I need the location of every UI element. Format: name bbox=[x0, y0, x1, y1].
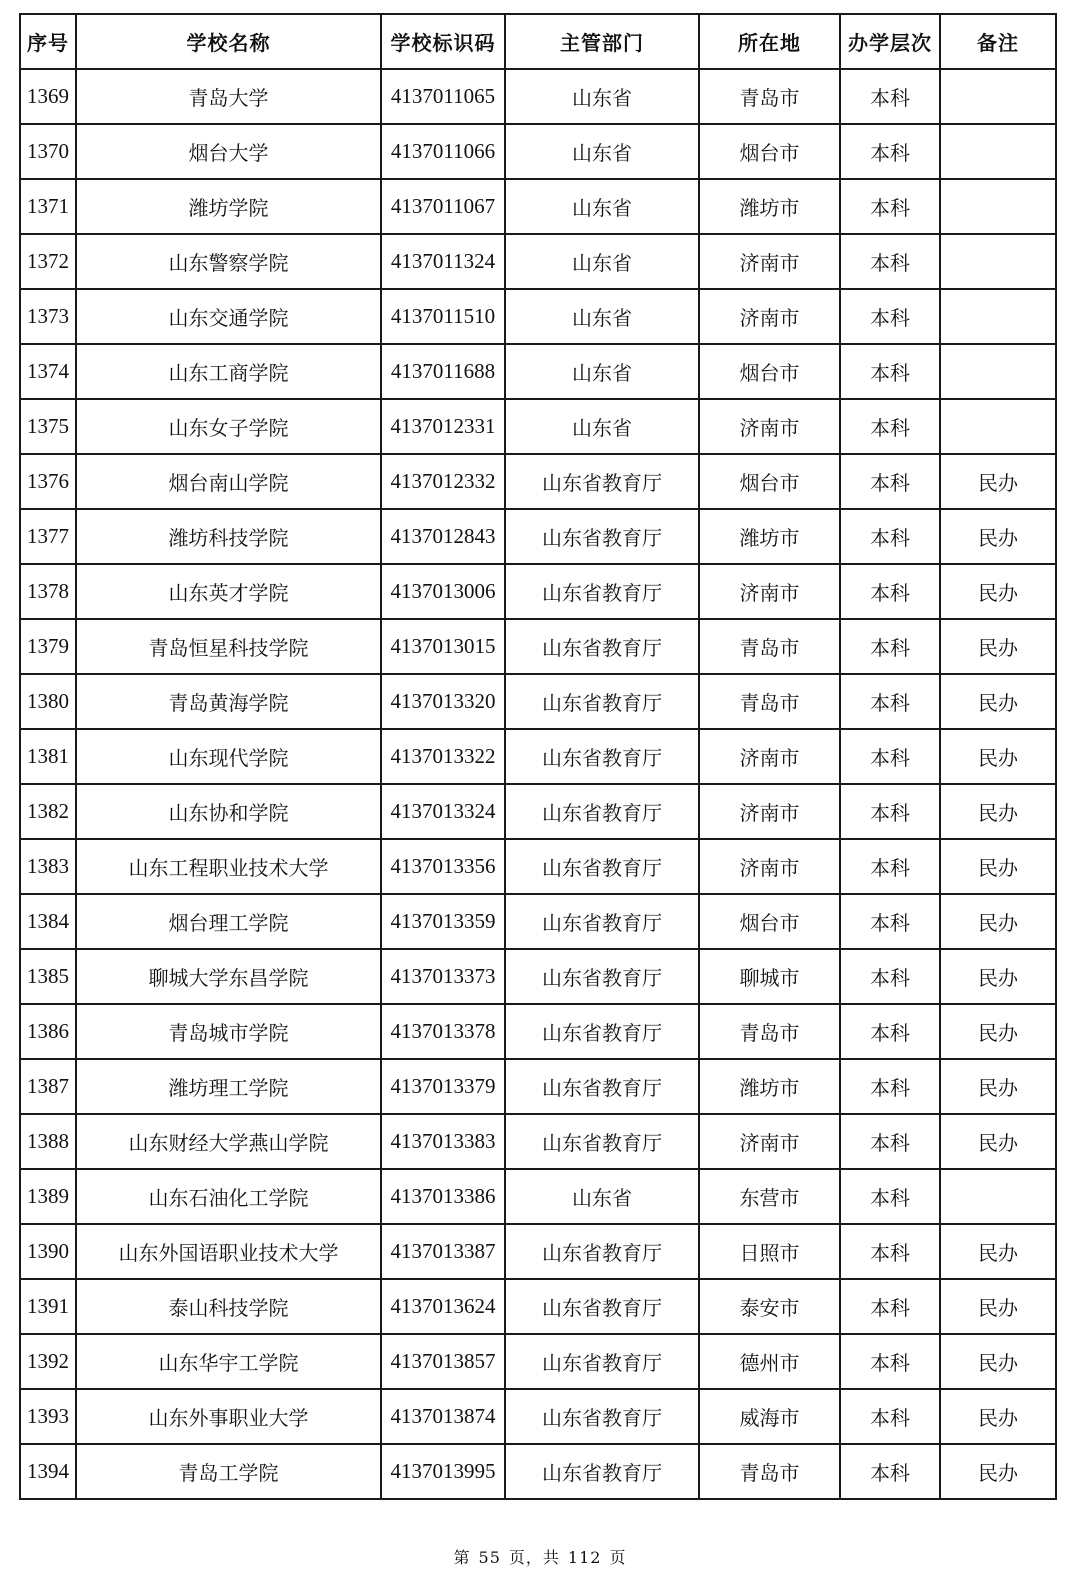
cell-index: 1384 bbox=[20, 894, 76, 949]
cell-location: 威海市 bbox=[699, 1389, 840, 1444]
cell-school-code: 4137013379 bbox=[381, 1059, 505, 1114]
cell-level: 本科 bbox=[840, 1224, 940, 1279]
cell-school-code: 4137013324 bbox=[381, 784, 505, 839]
cell-remarks: 民办 bbox=[940, 509, 1056, 564]
cell-school-code: 4137011324 bbox=[381, 234, 505, 289]
cell-remarks: 民办 bbox=[940, 729, 1056, 784]
cell-level: 本科 bbox=[840, 1114, 940, 1169]
cell-school-code: 4137013995 bbox=[381, 1444, 505, 1499]
cell-school-code: 4137011688 bbox=[381, 344, 505, 399]
table-row bbox=[20, 1389, 1056, 1444]
cell-authority: 山东省 bbox=[505, 1169, 699, 1224]
cell-school-code: 4137013857 bbox=[381, 1334, 505, 1389]
cell-remarks bbox=[940, 124, 1056, 179]
cell-school-code: 4137011510 bbox=[381, 289, 505, 344]
header-index: 序号 bbox=[20, 14, 76, 69]
footer-middle: 页，共 bbox=[508, 1548, 560, 1567]
cell-location: 青岛市 bbox=[699, 1444, 840, 1499]
cell-school-code: 4137013874 bbox=[381, 1389, 505, 1444]
cell-authority: 山东省 bbox=[505, 179, 699, 234]
cell-school-name: 泰山科技学院 bbox=[76, 1279, 381, 1334]
cell-school-name: 潍坊科技学院 bbox=[76, 509, 381, 564]
cell-authority: 山东省教育厅 bbox=[505, 729, 699, 784]
cell-index: 1392 bbox=[20, 1334, 76, 1389]
cell-school-code: 4137013015 bbox=[381, 619, 505, 674]
cell-level: 本科 bbox=[840, 1059, 940, 1114]
cell-authority: 山东省教育厅 bbox=[505, 839, 699, 894]
cell-level: 本科 bbox=[840, 729, 940, 784]
footer-total-pages: 112 bbox=[567, 1548, 602, 1567]
table-row bbox=[20, 1114, 1056, 1169]
cell-index: 1390 bbox=[20, 1224, 76, 1279]
cell-school-code: 4137011067 bbox=[381, 179, 505, 234]
cell-level: 本科 bbox=[840, 289, 940, 344]
cell-remarks: 民办 bbox=[940, 619, 1056, 674]
cell-index: 1376 bbox=[20, 454, 76, 509]
cell-authority: 山东省教育厅 bbox=[505, 1114, 699, 1169]
cell-school-code: 4137013383 bbox=[381, 1114, 505, 1169]
cell-school-code: 4137013322 bbox=[381, 729, 505, 784]
cell-index: 1377 bbox=[20, 509, 76, 564]
school-list-table bbox=[19, 13, 1057, 1500]
cell-index: 1371 bbox=[20, 179, 76, 234]
cell-school-name: 山东警察学院 bbox=[76, 234, 381, 289]
cell-school-name: 青岛恒星科技学院 bbox=[76, 619, 381, 674]
table-row bbox=[20, 124, 1056, 179]
cell-authority: 山东省教育厅 bbox=[505, 949, 699, 1004]
cell-remarks bbox=[940, 289, 1056, 344]
cell-school-name: 山东女子学院 bbox=[76, 399, 381, 454]
table-row bbox=[20, 564, 1056, 619]
cell-index: 1380 bbox=[20, 674, 76, 729]
cell-authority: 山东省教育厅 bbox=[505, 894, 699, 949]
cell-authority: 山东省 bbox=[505, 344, 699, 399]
cell-location: 潍坊市 bbox=[699, 509, 840, 564]
cell-school-name: 山东交通学院 bbox=[76, 289, 381, 344]
cell-authority: 山东省 bbox=[505, 399, 699, 454]
cell-authority: 山东省教育厅 bbox=[505, 509, 699, 564]
cell-index: 1375 bbox=[20, 399, 76, 454]
cell-school-name: 聊城大学东昌学院 bbox=[76, 949, 381, 1004]
cell-level: 本科 bbox=[840, 509, 940, 564]
header-remarks: 备注 bbox=[940, 14, 1056, 69]
page-footer bbox=[0, 1545, 1080, 1568]
cell-school-name: 山东工程职业技术大学 bbox=[76, 839, 381, 894]
cell-remarks: 民办 bbox=[940, 1279, 1056, 1334]
cell-school-name: 山东现代学院 bbox=[76, 729, 381, 784]
cell-school-code: 4137011066 bbox=[381, 124, 505, 179]
cell-level: 本科 bbox=[840, 1279, 940, 1334]
cell-authority: 山东省教育厅 bbox=[505, 1389, 699, 1444]
cell-remarks bbox=[940, 399, 1056, 454]
cell-authority: 山东省教育厅 bbox=[505, 1224, 699, 1279]
table-row bbox=[20, 674, 1056, 729]
cell-remarks: 民办 bbox=[940, 784, 1056, 839]
cell-school-name: 潍坊学院 bbox=[76, 179, 381, 234]
cell-level: 本科 bbox=[840, 894, 940, 949]
cell-school-name: 青岛工学院 bbox=[76, 1444, 381, 1499]
cell-location: 济南市 bbox=[699, 839, 840, 894]
footer-suffix: 页 bbox=[609, 1548, 627, 1567]
cell-school-code: 4137012843 bbox=[381, 509, 505, 564]
cell-school-code: 4137013356 bbox=[381, 839, 505, 894]
cell-location: 日照市 bbox=[699, 1224, 840, 1279]
table-row bbox=[20, 234, 1056, 289]
cell-authority: 山东省教育厅 bbox=[505, 564, 699, 619]
cell-level: 本科 bbox=[840, 564, 940, 619]
cell-remarks: 民办 bbox=[940, 564, 1056, 619]
cell-level: 本科 bbox=[840, 1444, 940, 1499]
cell-school-code: 4137013359 bbox=[381, 894, 505, 949]
cell-index: 1394 bbox=[20, 1444, 76, 1499]
cell-school-code: 4137013624 bbox=[381, 1279, 505, 1334]
header-level: 办学层次 bbox=[840, 14, 940, 69]
cell-remarks bbox=[940, 344, 1056, 399]
header-row bbox=[20, 14, 1056, 69]
table-row bbox=[20, 894, 1056, 949]
cell-remarks: 民办 bbox=[940, 839, 1056, 894]
cell-remarks bbox=[940, 179, 1056, 234]
cell-level: 本科 bbox=[840, 619, 940, 674]
cell-index: 1393 bbox=[20, 1389, 76, 1444]
cell-school-name: 烟台南山学院 bbox=[76, 454, 381, 509]
table-body bbox=[20, 69, 1056, 1499]
cell-location: 德州市 bbox=[699, 1334, 840, 1389]
school-list-table-container bbox=[19, 13, 1055, 1500]
cell-school-name: 山东外国语职业技术大学 bbox=[76, 1224, 381, 1279]
cell-location: 东营市 bbox=[699, 1169, 840, 1224]
cell-location: 济南市 bbox=[699, 234, 840, 289]
cell-level: 本科 bbox=[840, 69, 940, 124]
table-row bbox=[20, 69, 1056, 124]
cell-index: 1379 bbox=[20, 619, 76, 674]
cell-authority: 山东省教育厅 bbox=[505, 1279, 699, 1334]
cell-level: 本科 bbox=[840, 949, 940, 1004]
cell-school-name: 青岛大学 bbox=[76, 69, 381, 124]
cell-level: 本科 bbox=[840, 399, 940, 454]
cell-school-code: 4137013378 bbox=[381, 1004, 505, 1059]
cell-remarks: 民办 bbox=[940, 1004, 1056, 1059]
cell-authority: 山东省教育厅 bbox=[505, 1004, 699, 1059]
cell-authority: 山东省教育厅 bbox=[505, 674, 699, 729]
cell-remarks: 民办 bbox=[940, 894, 1056, 949]
cell-location: 济南市 bbox=[699, 784, 840, 839]
cell-level: 本科 bbox=[840, 1389, 940, 1444]
cell-remarks: 民办 bbox=[940, 674, 1056, 729]
table-row bbox=[20, 1444, 1056, 1499]
cell-school-name: 山东财经大学燕山学院 bbox=[76, 1114, 381, 1169]
cell-remarks: 民办 bbox=[940, 1224, 1056, 1279]
cell-school-code: 4137013386 bbox=[381, 1169, 505, 1224]
table-row bbox=[20, 1224, 1056, 1279]
cell-index: 1381 bbox=[20, 729, 76, 784]
cell-index: 1374 bbox=[20, 344, 76, 399]
cell-school-code: 4137013320 bbox=[381, 674, 505, 729]
cell-location: 泰安市 bbox=[699, 1279, 840, 1334]
cell-level: 本科 bbox=[840, 234, 940, 289]
cell-index: 1383 bbox=[20, 839, 76, 894]
cell-index: 1369 bbox=[20, 69, 76, 124]
cell-level: 本科 bbox=[840, 784, 940, 839]
cell-school-code: 4137013373 bbox=[381, 949, 505, 1004]
cell-index: 1385 bbox=[20, 949, 76, 1004]
cell-index: 1388 bbox=[20, 1114, 76, 1169]
cell-level: 本科 bbox=[840, 1169, 940, 1224]
cell-index: 1372 bbox=[20, 234, 76, 289]
header-location: 所在地 bbox=[699, 14, 840, 69]
table-row bbox=[20, 399, 1056, 454]
table-row bbox=[20, 839, 1056, 894]
cell-school-name: 烟台理工学院 bbox=[76, 894, 381, 949]
table-row bbox=[20, 1279, 1056, 1334]
cell-location: 青岛市 bbox=[699, 619, 840, 674]
header-authority: 主管部门 bbox=[505, 14, 699, 69]
table-row bbox=[20, 454, 1056, 509]
cell-school-name: 山东工商学院 bbox=[76, 344, 381, 399]
table-row bbox=[20, 619, 1056, 674]
cell-school-code: 4137011065 bbox=[381, 69, 505, 124]
table-row bbox=[20, 289, 1056, 344]
cell-location: 济南市 bbox=[699, 564, 840, 619]
cell-authority: 山东省教育厅 bbox=[505, 784, 699, 839]
cell-school-name: 山东协和学院 bbox=[76, 784, 381, 839]
table-row bbox=[20, 1334, 1056, 1389]
table-row bbox=[20, 344, 1056, 399]
cell-index: 1373 bbox=[20, 289, 76, 344]
cell-location: 济南市 bbox=[699, 729, 840, 784]
cell-authority: 山东省 bbox=[505, 69, 699, 124]
cell-level: 本科 bbox=[840, 1334, 940, 1389]
cell-school-code: 4137013006 bbox=[381, 564, 505, 619]
cell-remarks: 民办 bbox=[940, 1114, 1056, 1169]
cell-school-code: 4137012332 bbox=[381, 454, 505, 509]
cell-location: 济南市 bbox=[699, 399, 840, 454]
cell-location: 潍坊市 bbox=[699, 179, 840, 234]
cell-remarks: 民办 bbox=[940, 1334, 1056, 1389]
cell-level: 本科 bbox=[840, 674, 940, 729]
cell-index: 1370 bbox=[20, 124, 76, 179]
header-school-name: 学校名称 bbox=[76, 14, 381, 69]
cell-school-name: 青岛黄海学院 bbox=[76, 674, 381, 729]
table-row bbox=[20, 729, 1056, 784]
cell-school-name: 青岛城市学院 bbox=[76, 1004, 381, 1059]
cell-school-name: 烟台大学 bbox=[76, 124, 381, 179]
cell-remarks: 民办 bbox=[940, 454, 1056, 509]
header-school-code: 学校标识码 bbox=[381, 14, 505, 69]
cell-index: 1386 bbox=[20, 1004, 76, 1059]
table-row bbox=[20, 509, 1056, 564]
table-row bbox=[20, 949, 1056, 1004]
cell-school-code: 4137013387 bbox=[381, 1224, 505, 1279]
cell-remarks: 民办 bbox=[940, 949, 1056, 1004]
table-row bbox=[20, 784, 1056, 839]
cell-remarks bbox=[940, 234, 1056, 289]
cell-location: 烟台市 bbox=[699, 124, 840, 179]
cell-level: 本科 bbox=[840, 839, 940, 894]
cell-authority: 山东省教育厅 bbox=[505, 1334, 699, 1389]
cell-index: 1391 bbox=[20, 1279, 76, 1334]
cell-location: 青岛市 bbox=[699, 674, 840, 729]
cell-remarks bbox=[940, 69, 1056, 124]
cell-school-name: 山东华宇工学院 bbox=[76, 1334, 381, 1389]
cell-authority: 山东省 bbox=[505, 289, 699, 344]
cell-authority: 山东省教育厅 bbox=[505, 619, 699, 674]
cell-level: 本科 bbox=[840, 179, 940, 234]
cell-index: 1382 bbox=[20, 784, 76, 839]
table-row bbox=[20, 1004, 1056, 1059]
cell-index: 1378 bbox=[20, 564, 76, 619]
cell-school-name: 山东石油化工学院 bbox=[76, 1169, 381, 1224]
table-row bbox=[20, 1169, 1056, 1224]
cell-authority: 山东省教育厅 bbox=[505, 454, 699, 509]
footer-prefix: 第 bbox=[453, 1548, 471, 1567]
cell-school-name: 潍坊理工学院 bbox=[76, 1059, 381, 1114]
cell-school-name: 山东英才学院 bbox=[76, 564, 381, 619]
cell-location: 烟台市 bbox=[699, 454, 840, 509]
cell-authority: 山东省 bbox=[505, 124, 699, 179]
cell-level: 本科 bbox=[840, 454, 940, 509]
cell-remarks: 民办 bbox=[940, 1059, 1056, 1114]
cell-location: 烟台市 bbox=[699, 894, 840, 949]
cell-remarks: 民办 bbox=[940, 1389, 1056, 1444]
cell-remarks: 民办 bbox=[940, 1444, 1056, 1499]
cell-location: 青岛市 bbox=[699, 69, 840, 124]
cell-remarks bbox=[940, 1169, 1056, 1224]
cell-location: 青岛市 bbox=[699, 1004, 840, 1059]
cell-location: 济南市 bbox=[699, 1114, 840, 1169]
cell-authority: 山东省教育厅 bbox=[505, 1444, 699, 1499]
table-row bbox=[20, 179, 1056, 234]
cell-authority: 山东省 bbox=[505, 234, 699, 289]
cell-location: 济南市 bbox=[699, 289, 840, 344]
cell-location: 烟台市 bbox=[699, 344, 840, 399]
cell-level: 本科 bbox=[840, 1004, 940, 1059]
cell-authority: 山东省教育厅 bbox=[505, 1059, 699, 1114]
cell-level: 本科 bbox=[840, 124, 940, 179]
cell-index: 1389 bbox=[20, 1169, 76, 1224]
cell-level: 本科 bbox=[840, 344, 940, 399]
cell-location: 潍坊市 bbox=[699, 1059, 840, 1114]
cell-school-code: 4137012331 bbox=[381, 399, 505, 454]
table-row bbox=[20, 1059, 1056, 1114]
cell-index: 1387 bbox=[20, 1059, 76, 1114]
cell-school-name: 山东外事职业大学 bbox=[76, 1389, 381, 1444]
footer-page-number: 55 bbox=[478, 1548, 501, 1567]
table-header bbox=[20, 14, 1056, 69]
cell-location: 聊城市 bbox=[699, 949, 840, 1004]
